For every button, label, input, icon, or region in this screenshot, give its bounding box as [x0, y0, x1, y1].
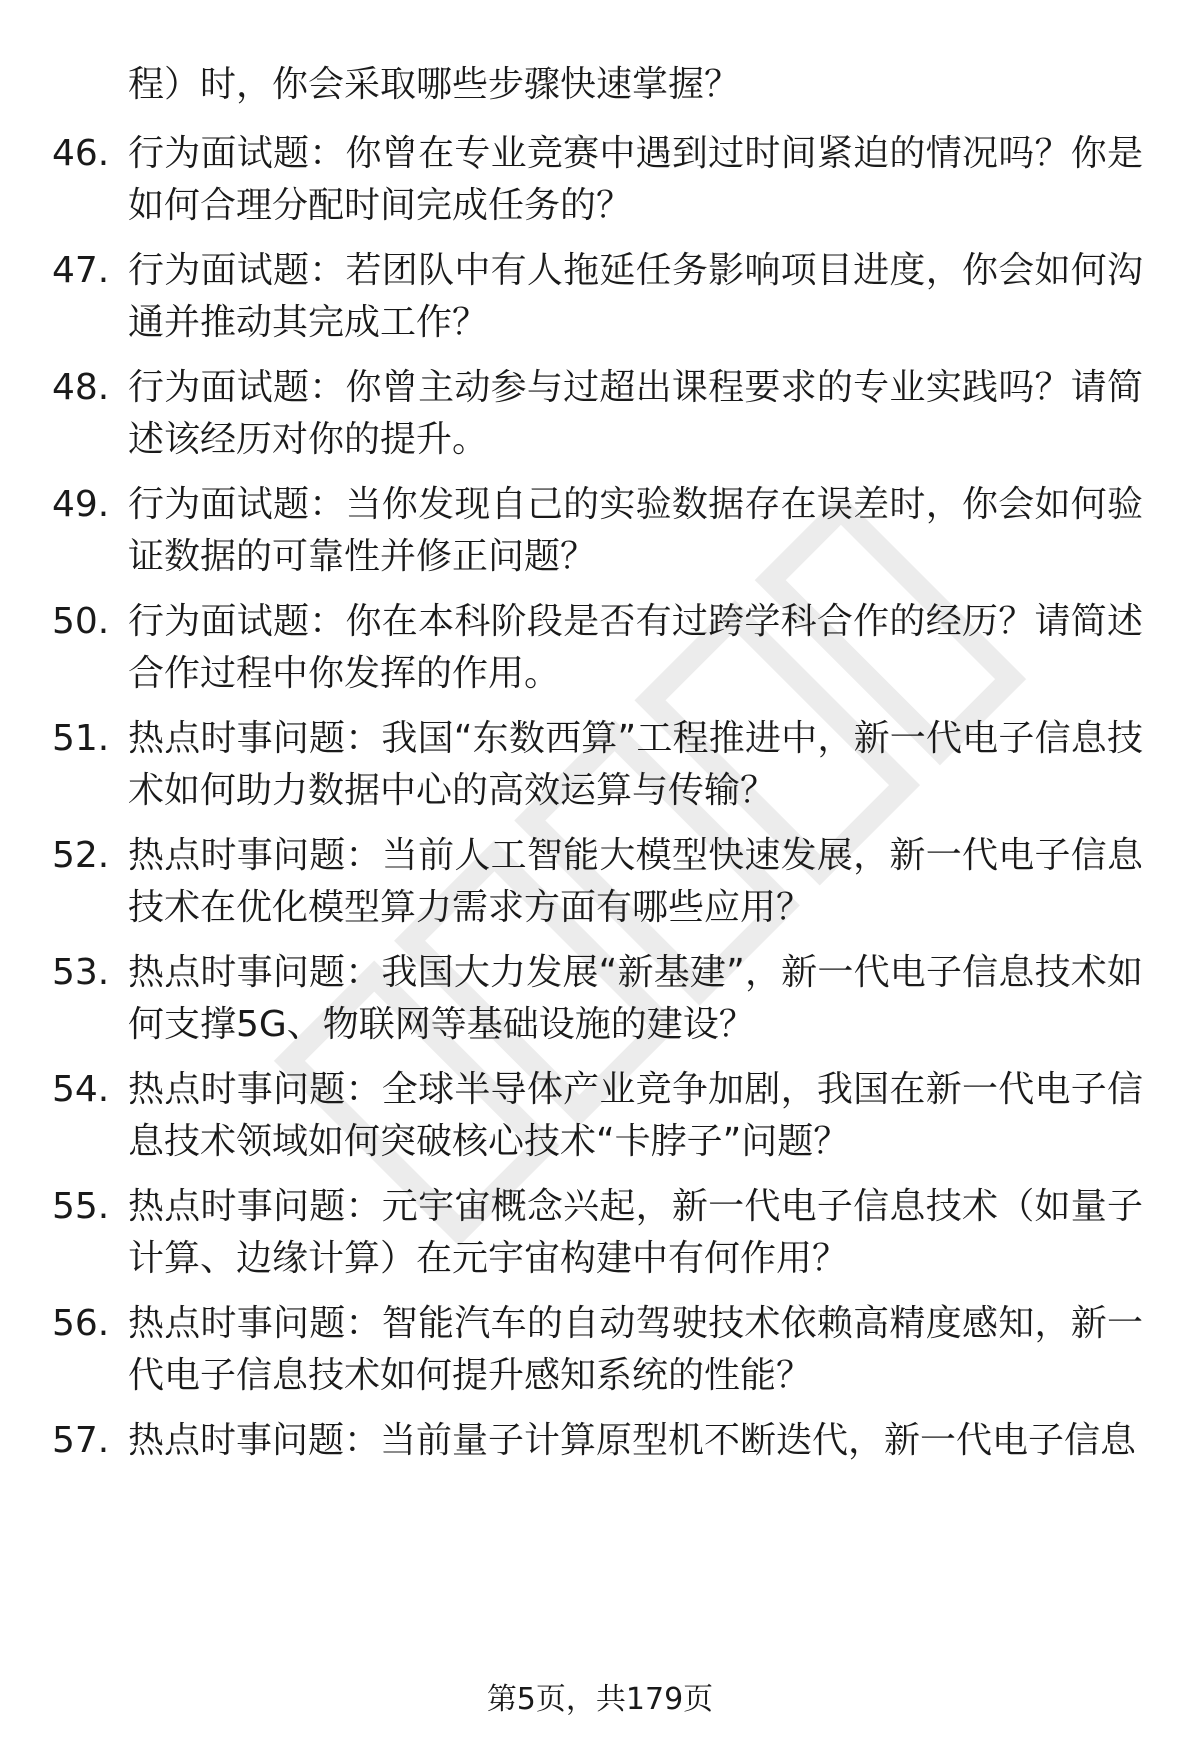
question-number: 57.: [52, 1420, 110, 1461]
question-number: 54.: [52, 1069, 110, 1110]
page-footer: 第5页，共179页: [486, 1682, 714, 1717]
question-number: 47.: [52, 250, 110, 291]
question-text: 热点时事问题：当前量子计算原型机不断迭代，新一代电子信息: [128, 1420, 1137, 1461]
continuation-line: 程）时，你会采取哪些步骤快速掌握？: [128, 64, 741, 105]
question-number: 46.: [52, 133, 110, 174]
question-text: 行为面试题：你曾在专业竞赛中遇到过时间紧迫的情况吗？你是如何合理分配时间完成任务的？: [128, 133, 1143, 226]
question-number: 52.: [52, 835, 110, 876]
question-text: 热点时事问题：我国大力发展“新基建”，新一代电子信息技术如何支撑5G、物联网等基础设施的建设？: [128, 952, 1143, 1045]
question-number: 48.: [52, 367, 110, 408]
question-text: 热点时事问题：全球半导体产业竞争加剧，我国在新一代电子信息技术领域如何突破核心技术“卡脖子”问题？: [128, 1069, 1143, 1162]
question-text: 行为面试题：若团队中有人拖延任务影响项目进度，你会如何沟通并推动其完成工作？: [128, 250, 1143, 343]
question-number: 56.: [52, 1303, 110, 1344]
question-text: 热点时事问题：当前人工智能大模型快速发展，新一代电子信息技术在优化模型算力需求方面有哪些应用？: [128, 835, 1143, 928]
question-text: 行为面试题：你在本科阶段是否有过跨学科合作的经历？请简述合作过程中你发挥的作用。: [128, 601, 1143, 694]
question-number: 49.: [52, 484, 110, 525]
question-text: 行为面试题：当你发现自己的实验数据存在误差时，你会如何验证数据的可靠性并修正问题？: [128, 484, 1143, 577]
question-number: 53.: [52, 952, 110, 993]
question-text: 热点时事问题：元宇宙概念兴起，新一代电子信息技术（如量子计算、边缘计算）在元宇宙构建中有何作用？: [128, 1186, 1143, 1279]
question-number: 50.: [52, 601, 110, 642]
question-number: 55.: [52, 1186, 110, 1227]
question-text: 热点时事问题：我国“东数西算”工程推进中，新一代电子信息技术如何助力数据中心的高效运算与传输？: [128, 718, 1143, 811]
question-number: 51.: [52, 718, 110, 759]
question-text: 热点时事问题：智能汽车的自动驾驶技术依赖高精度感知，新一代电子信息技术如何提升感知系统的性能？: [128, 1303, 1143, 1396]
question-text: 行为面试题：你曾主动参与过超出课程要求的专业实践吗？请简述该经历对你的提升。: [128, 367, 1143, 460]
